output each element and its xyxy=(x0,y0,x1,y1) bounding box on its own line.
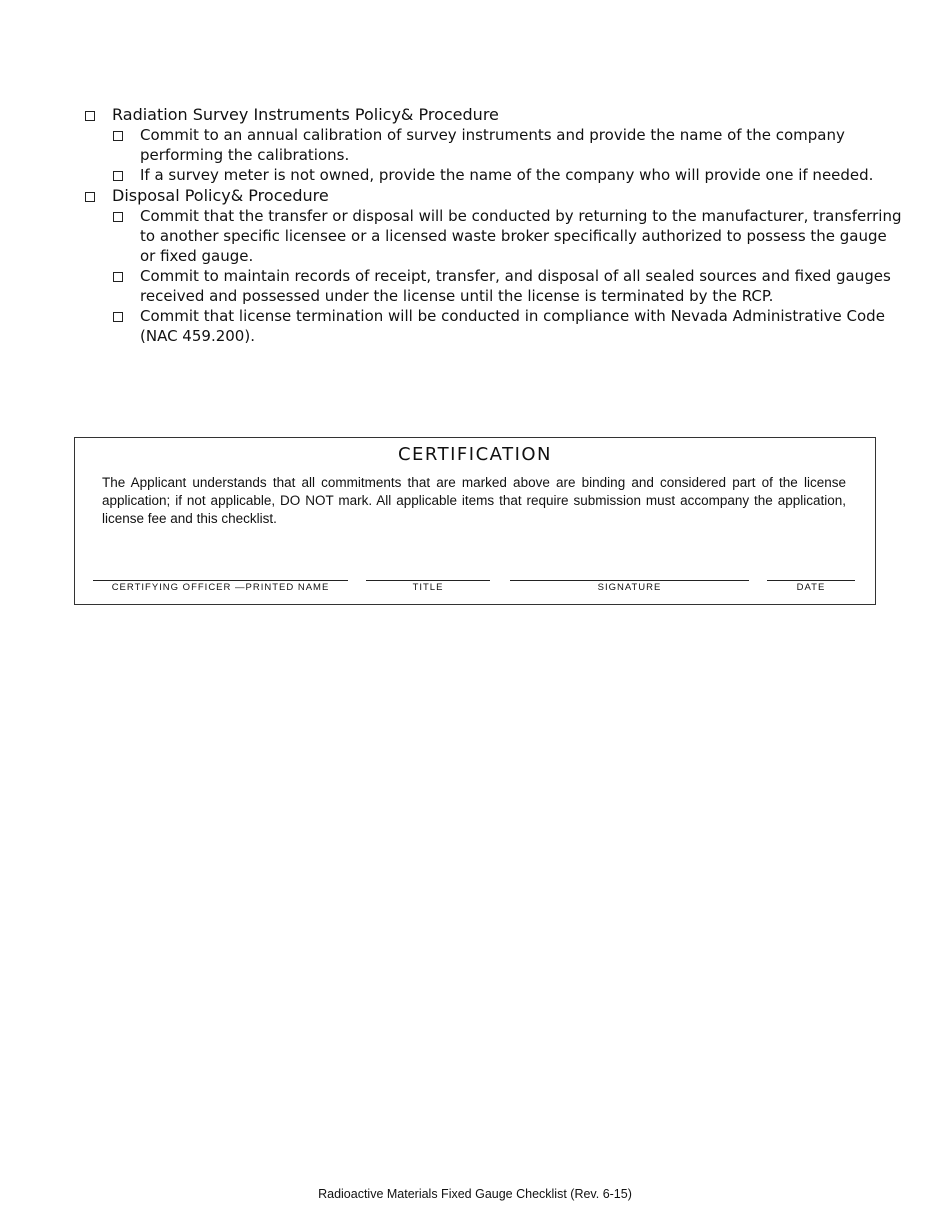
section-header xyxy=(84,104,904,125)
checkbox[interactable] xyxy=(113,131,123,141)
checklist xyxy=(84,104,904,346)
title-field[interactable]: TITLE xyxy=(366,580,490,593)
checklist-item xyxy=(84,266,904,306)
checklist-item xyxy=(84,206,904,266)
certification-title: CERTIFICATION xyxy=(397,444,553,465)
checkbox[interactable] xyxy=(113,171,123,181)
item-text: Commit that the transfer or disposal will be conducted by returning to the manufacturer, transferring to another specific licensee or a licensed waste broker specifically authorized to possess the gauge or fixed gauge. xyxy=(140,207,902,265)
item-text: If a survey meter is not owned, provide the name of the company who will provide one if needed. xyxy=(140,166,874,184)
checkbox[interactable] xyxy=(113,272,123,282)
section-disposal xyxy=(84,185,904,346)
checklist-item xyxy=(84,165,904,185)
item-text: Commit to an annual calibration of survey instruments and provide the name of the company performing the calibrations. xyxy=(140,126,845,164)
section-header xyxy=(84,185,904,206)
certification-text: The Applicant understands that all commitments that are marked above are binding and considered part of the license application; if not applicable, DO NOT mark. All applicable items that require submission must accompany the application, license fee and this checklist. xyxy=(102,475,846,526)
checkbox[interactable] xyxy=(85,111,95,121)
item-list xyxy=(84,206,904,346)
certification-box xyxy=(74,437,876,605)
checkbox[interactable] xyxy=(85,192,95,202)
checkbox[interactable] xyxy=(113,212,123,222)
date-field[interactable]: DATE xyxy=(767,580,855,593)
checklist-item xyxy=(84,125,904,165)
printed-name-field[interactable]: CERTIFYING OFFICER —PRINTED NAME xyxy=(93,580,348,593)
item-text: Commit that license termination will be conducted in compliance with Nevada Administrative Code (NAC 459.200). xyxy=(140,307,885,345)
signature-field[interactable]: SIGNATURE xyxy=(510,580,749,593)
section-title: Disposal Policy& Procedure xyxy=(112,186,329,205)
section-title: Radiation Survey Instruments Policy& Procedure xyxy=(112,105,499,124)
page-footer: Radioactive Materials Fixed Gauge Checklist (Rev. 6-15) xyxy=(318,1187,632,1201)
item-list xyxy=(84,125,904,185)
item-text: Commit to maintain records of receipt, transfer, and disposal of all sealed sources and fixed gauges received and possessed under the license until the license is terminated by the RCP. xyxy=(140,267,891,305)
section-survey-instruments xyxy=(84,104,904,185)
checklist-item xyxy=(84,306,904,346)
checkbox[interactable] xyxy=(113,312,123,322)
